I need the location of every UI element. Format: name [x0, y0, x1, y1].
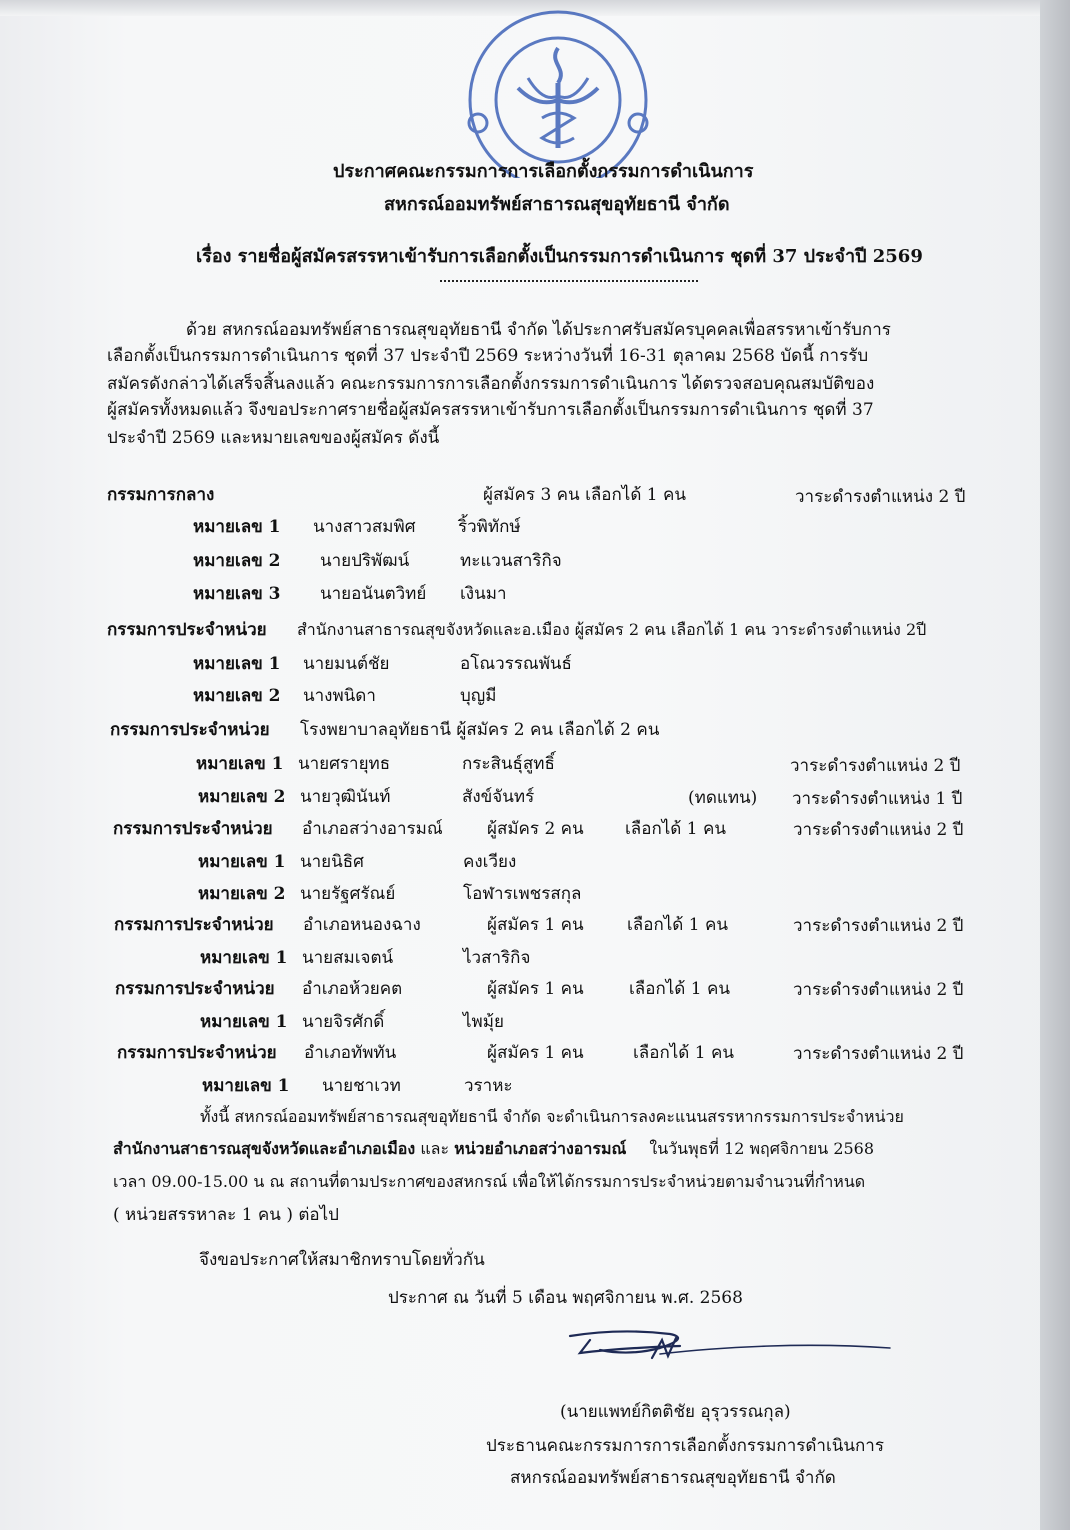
central-c1-last: ริ้วพิทักษ์ [458, 517, 521, 537]
unit5-term: วาระดำรงตำแหน่ง 2 ปี [793, 980, 964, 1000]
unit4-applicants: ผู้สมัคร 1 คน [487, 915, 584, 935]
closing-line-1: ทั้งนี้ สหกรณ์ออมทรัพย์สาธารณสุขอุทัยธานี จำกัด จะดำเนินการลงคะแนนสรรหากรรมการประจำหน่วย [200, 1107, 904, 1126]
unit4-c1-first: นายสมเจตน์ [302, 948, 394, 968]
unit3-c2-first: นายรัฐศรัณย์ [300, 884, 396, 904]
scan-right-edge [1040, 0, 1070, 1530]
central-c1-first: นางสาวสมพิศ [313, 517, 416, 537]
unit3-c1-first: นายนิธิศ [300, 852, 364, 872]
announce-date: ประกาศ ณ วันที่ 5 เดือน พฤศจิกายน พ.ศ. 2568 [388, 1288, 743, 1308]
central-c2-first: นายปริพัฒน์ [320, 551, 410, 571]
unit2-c2-note: (ทดแทน) [688, 788, 758, 808]
cooperative-seal [458, 8, 658, 178]
central-c3-first: นายอนันตวิทย์ [320, 584, 427, 604]
unit3-c1-last: คงเวียง [463, 852, 517, 872]
central-c2-last: ทะแวนสาริกิจ [460, 551, 562, 571]
unit5-place: อำเภอห้วยคต [302, 979, 403, 999]
closing-line-4: ( หน่วยสรรหาละ 1 คน ) ต่อไป [113, 1205, 339, 1225]
unit4-place: อำเภอหนองฉาง [303, 915, 421, 935]
intro-line-5: ประจำปี 2569 และหมายเลขของผู้สมัคร ดังนี้ [107, 428, 440, 448]
unit6-c1-number: หมายเลข 1 [202, 1076, 290, 1096]
central-c3-last: เงินมา [460, 584, 507, 604]
unit1-c1-first: นายมนต์ชัย [303, 654, 390, 674]
closing-unit-1: สำนักงานสาธารณสุขจังหวัดและอำเภอเมือง [113, 1139, 416, 1158]
unit2-c2-last: สังข์จันทร์ [462, 787, 535, 807]
unit2-c1-term: วาระดำรงตำแหน่ง 2 ปี [790, 756, 961, 776]
unit3-term: วาระดำรงตำแหน่ง 2 ปี [793, 820, 964, 840]
heading-subject: เรื่อง รายชื่อผู้สมัครสรรหาเข้ารับการเลือกตั้งเป็นกรรมการดำเนินการ ชุดที่ 37 ประจำปี 2569 [196, 246, 923, 267]
central-c1-number: หมายเลข 1 [193, 517, 281, 537]
central-c3-number: หมายเลข 3 [193, 584, 281, 604]
unit1-c1-last: อโณวรรณพันธ์ [460, 654, 572, 674]
unit2-c2-term: วาระดำรงตำแหน่ง 1 ปี [792, 789, 963, 809]
unit2-label: กรรมการประจำหน่วย [110, 720, 270, 740]
unit2-c2-first: นายวุฒินันท์ [300, 787, 391, 807]
unit3-label: กรรมการประจำหน่วย [113, 819, 273, 839]
unit4-label: กรรมการประจำหน่วย [114, 915, 274, 935]
unit6-select: เลือกได้ 1 คน [633, 1043, 734, 1063]
central-c2-number: หมายเลข 2 [193, 551, 281, 571]
unit3-select: เลือกได้ 1 คน [625, 819, 726, 839]
unit5-c1-number: หมายเลข 1 [200, 1012, 288, 1032]
unit3-c2-last: โอฬารเพชรสกุล [463, 884, 582, 904]
unit1-detail: สำนักงานสาธารณสุขจังหวัดและอ.เมือง ผู้สมัคร 2 คน เลือกได้ 1 คน วาระดำรงตำแหน่ง 2ปี [297, 620, 927, 639]
unit6-term: วาระดำรงตำแหน่ง 2 ปี [793, 1044, 964, 1064]
signer-name: (นายแพทย์กิตติชัย อุรุวรรณกุล) [560, 1402, 791, 1422]
unit1-c2-first: นางพนิดา [303, 686, 376, 706]
handwritten-signature [540, 1318, 900, 1378]
closing-line-2 [113, 1137, 874, 1161]
central-label: กรรมการกลาง [107, 485, 215, 505]
unit2-c1-number: หมายเลข 1 [196, 754, 284, 774]
closing-date: ในวันพุธที่ 12 พฤศจิกายน 2568 [649, 1139, 875, 1158]
closing-line-3: เวลา 09.00-15.00 น ณ สถานที่ตามประกาศของสหกรณ์ เพื่อให้ได้กรรมการประจำหน่วยตามจำนวนที่กำหนด [113, 1172, 866, 1191]
intro-line-1: ด้วย สหกรณ์ออมทรัพย์สาธารณสุขอุทัยธานี จำกัด ได้ประกาศรับสมัครบุคคลเพื่อสรรหาเข้ารับการ [186, 320, 891, 340]
unit1-label: กรรมการประจำหน่วย [107, 620, 267, 640]
unit1-c1-number: หมายเลข 1 [193, 654, 281, 674]
unit3-place: อำเภอสว่างอารมณ์ [302, 819, 443, 839]
unit6-label: กรรมการประจำหน่วย [117, 1043, 277, 1063]
unit6-place: อำเภอทัพทัน [304, 1043, 397, 1063]
unit4-c1-last: ไวสาริกิจ [463, 948, 531, 968]
unit5-label: กรรมการประจำหน่วย [115, 979, 275, 999]
unit3-c2-number: หมายเลข 2 [198, 884, 286, 904]
intro-line-3: สมัครดังกล่าวได้เสร็จสิ้นลงแล้ว คณะกรรมการการเลือกตั้งกรรมการดำเนินการ ได้ตรวจสอบคุณสมบัติของ [107, 374, 875, 394]
heading-line-2: สหกรณ์ออมทรัพย์สาธารณสุขอุทัยธานี จำกัด [384, 194, 730, 215]
unit2-c1-last: กระสินธุ์สูทธิ์ [462, 754, 555, 774]
unit4-select: เลือกได้ 1 คน [627, 915, 728, 935]
heading-line-1: ประกาศคณะกรรมการการเลือกตั้งกรรมการดำเนินการ [333, 161, 754, 182]
intro-line-2: เลือกตั้งเป็นกรรมการดำเนินการ ชุดที่ 37 ประจำปี 2569 ระหว่างวันที่ 16-31 ตุลาคม 2568 บัดนี้ การรับ [107, 346, 869, 366]
unit3-applicants: ผู้สมัคร 2 คน [487, 819, 584, 839]
unit1-c2-last: บุญมี [460, 686, 497, 706]
unit5-applicants: ผู้สมัคร 1 คน [487, 979, 584, 999]
signer-title-1: ประธานคณะกรรมการการเลือกตั้งกรรมการดำเนินการ [486, 1436, 884, 1456]
signer-title-2: สหกรณ์ออมทรัพย์สาธารณสุขอุทัยธานี จำกัด [510, 1468, 836, 1488]
central-term: วาระดำรงตำแหน่ง 2 ปี [795, 487, 966, 507]
central-applicants: ผู้สมัคร 3 คน เลือกได้ 1 คน [483, 485, 687, 505]
unit4-c1-number: หมายเลข 1 [200, 948, 288, 968]
unit6-c1-last: วราหะ [464, 1076, 513, 1096]
dotted-separator [440, 278, 698, 282]
unit5-c1-last: ไพมุ้ย [463, 1012, 504, 1032]
announce-line: จึงขอประกาศให้สมาชิกทราบโดยทั่วกัน [199, 1250, 485, 1270]
unit5-c1-first: นายจิรศักดิ์ [302, 1012, 385, 1032]
unit3-c1-number: หมายเลข 1 [198, 852, 286, 872]
intro-line-4: ผู้สมัครทั้งหมดแล้ว จึงขอประกาศรายชื่อผู้สมัครสรรหาเข้ารับการเลือกตั้งเป็นกรรมการดำเนินการ ชุดที่ 37 [107, 400, 874, 420]
unit1-c2-number: หมายเลข 2 [193, 686, 281, 706]
unit4-term: วาระดำรงตำแหน่ง 2 ปี [793, 916, 964, 936]
unit6-applicants: ผู้สมัคร 1 คน [487, 1043, 584, 1063]
closing-unit-2: หน่วยอำเภอสว่างอารมณ์ [454, 1139, 627, 1158]
unit2-detail: โรงพยาบาลอุทัยธานี ผู้สมัคร 2 คน เลือกได้ 2 คน [300, 720, 660, 740]
unit2-c1-first: นายศรายุทธ [298, 754, 391, 774]
closing-and: และ [420, 1139, 450, 1158]
unit6-c1-first: นายชาเวท [322, 1076, 401, 1096]
unit2-c2-number: หมายเลข 2 [198, 787, 286, 807]
unit5-select: เลือกได้ 1 คน [629, 979, 730, 999]
